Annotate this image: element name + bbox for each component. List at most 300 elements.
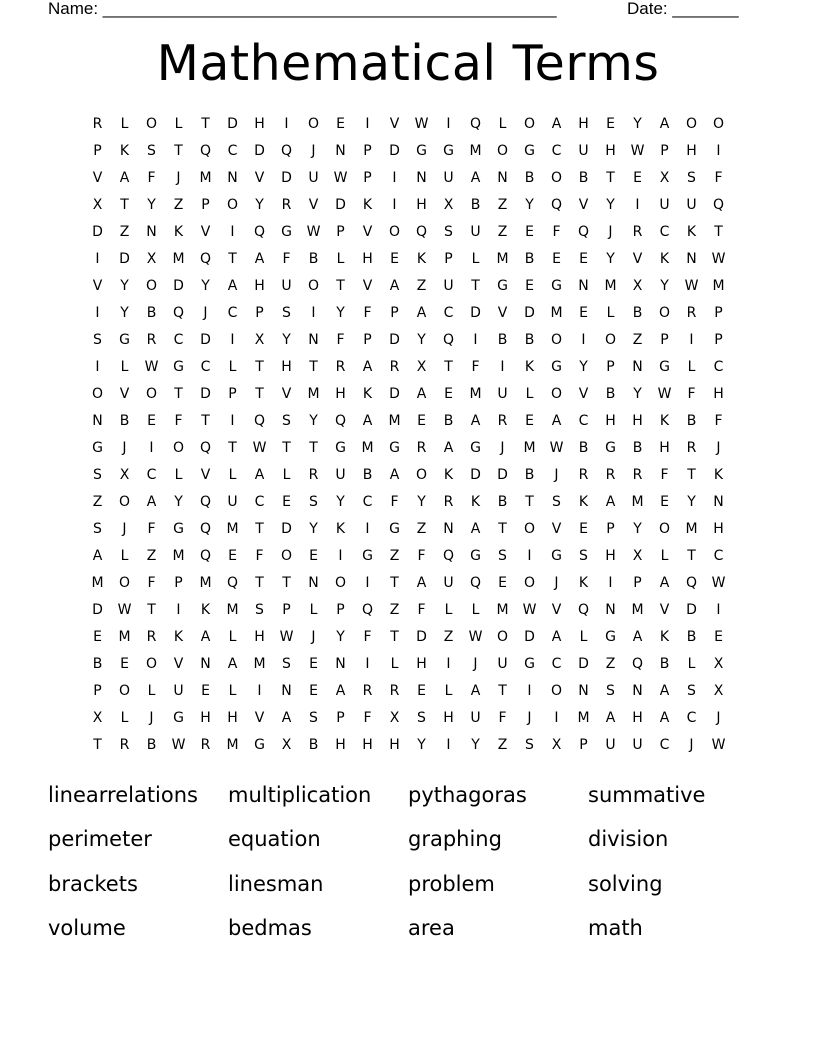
grid-letter: U (281, 278, 292, 294)
grid-letter: W (711, 251, 726, 267)
grid-letter: D (254, 143, 265, 159)
word-list-item: division (588, 827, 669, 852)
grid-letter: I (95, 251, 100, 267)
grid-letter: C (173, 332, 184, 348)
grid-letter: E (147, 413, 156, 429)
grid-letter: Q (469, 575, 482, 591)
grid-letter: X (713, 683, 724, 699)
grid-letter: D (281, 170, 292, 186)
grid-letter: E (417, 413, 426, 429)
grid-letter: S (147, 143, 156, 159)
grid-letter: Q (631, 656, 644, 672)
grid-letter: J (608, 224, 613, 240)
grid-letter: R (686, 440, 697, 456)
grid-letter: F (363, 629, 372, 645)
grid-letter: G (173, 359, 184, 375)
grid-letter: I (176, 602, 181, 618)
grid-letter: X (713, 656, 724, 672)
grid-letter: U (443, 575, 454, 591)
grid-letter: P (714, 332, 723, 348)
grid-letter: N (146, 224, 157, 240)
grid-letter: E (498, 575, 507, 591)
grid-letter: J (689, 737, 694, 753)
grid-letter: H (254, 629, 265, 645)
grid-letter: N (443, 521, 454, 537)
grid-letter: M (361, 440, 374, 456)
grid-letter: G (551, 548, 562, 564)
grid-letter: K (362, 197, 373, 213)
grid-letter: A (227, 278, 238, 294)
grid-letter: O (685, 116, 698, 132)
word-list-item: linearrelations (48, 783, 198, 807)
grid-letter: H (362, 737, 373, 753)
grid-letter: Q (577, 602, 590, 618)
grid-letter: E (579, 251, 588, 267)
grid-letter: L (471, 251, 480, 267)
grid-letter: N (578, 278, 589, 294)
grid-letter: K (200, 602, 211, 618)
grid-letter: D (92, 602, 103, 618)
grid-letter: A (551, 629, 562, 645)
grid-letter: R (92, 116, 103, 132)
grid-letter: M (469, 143, 482, 159)
grid-letter: T (606, 170, 615, 186)
grid-letter: J (500, 440, 505, 456)
grid-letter: J (311, 143, 316, 159)
grid-letter: J (527, 710, 532, 726)
grid-letter: Z (416, 278, 427, 294)
grid-letter: L (606, 305, 615, 321)
grid-letter: G (389, 440, 400, 456)
grid-letter: L (498, 116, 507, 132)
grid-letter: V (173, 656, 184, 672)
grid-letter: N (632, 683, 643, 699)
grid-letter: O (496, 143, 509, 159)
grid-letter: W (252, 440, 267, 456)
grid-letter: I (392, 170, 397, 186)
grid-letter: Z (497, 737, 508, 753)
grid-letter: D (470, 467, 481, 483)
grid-letter: N (497, 170, 508, 186)
grid-letter: E (525, 413, 534, 429)
grid-letter: T (93, 737, 102, 753)
grid-letter: V (92, 170, 103, 186)
grid-letter: H (443, 710, 454, 726)
grid-letter: N (281, 683, 292, 699)
grid-letter: F (417, 548, 426, 564)
grid-letter: Y (417, 332, 426, 348)
grid-letter: K (362, 386, 373, 402)
grid-letter: M (172, 548, 185, 564)
grid-letter: H (416, 656, 427, 672)
grid-letter: A (389, 278, 400, 294)
grid-letter: F (174, 413, 183, 429)
word-list-item: bedmas (228, 915, 312, 940)
grid-letter: T (390, 629, 399, 645)
grid-letter: M (523, 440, 536, 456)
grid-letter: O (334, 575, 347, 591)
grid-letter: F (417, 602, 426, 618)
grid-letter: T (714, 224, 723, 240)
word-list-item: problem (408, 871, 495, 896)
grid-letter: O (415, 467, 428, 483)
grid-letter: C (713, 548, 724, 564)
grid-letter: E (606, 116, 615, 132)
grid-letter: C (227, 143, 238, 159)
grid-letter: P (606, 359, 615, 375)
word-list-item: pythagoras (408, 783, 527, 807)
grid-letter: U (443, 170, 454, 186)
grid-letter: B (362, 467, 373, 483)
grid-letter: S (417, 710, 426, 726)
grid-letter: L (282, 467, 291, 483)
grid-letter: W (630, 143, 645, 159)
grid-letter: E (228, 548, 237, 564)
grid-letter: X (92, 197, 103, 213)
grid-letter: M (91, 575, 104, 591)
grid-letter: U (308, 170, 319, 186)
grid-letter: L (687, 359, 696, 375)
grid-letter: Q (442, 332, 455, 348)
grid-letter: T (174, 386, 183, 402)
grid-letter: N (713, 494, 724, 510)
grid-letter: O (658, 305, 671, 321)
grid-letter: M (577, 710, 590, 726)
grid-letter: A (92, 548, 103, 564)
grid-letter: E (120, 656, 129, 672)
grid-letter: X (254, 332, 265, 348)
grid-letter: X (119, 467, 130, 483)
grid-letter: D (173, 278, 184, 294)
grid-letter: G (443, 143, 454, 159)
grid-letter: P (579, 737, 588, 753)
grid-letter: Y (336, 629, 345, 645)
grid-letter: A (119, 170, 130, 186)
grid-letter: T (228, 251, 237, 267)
grid-letter: L (471, 602, 480, 618)
grid-letter: O (388, 224, 401, 240)
grid-letter: V (119, 386, 130, 402)
grid-letter: X (281, 737, 292, 753)
grid-letter: M (307, 386, 320, 402)
grid-letter: S (93, 332, 102, 348)
grid-letter: R (146, 629, 157, 645)
grid-letter: Y (174, 494, 183, 510)
grid-letter: O (145, 386, 158, 402)
grid-letter: F (255, 548, 264, 564)
grid-letter: I (365, 575, 370, 591)
grid-letter: K (335, 521, 346, 537)
grid-letter: S (525, 737, 534, 753)
grid-letter: O (604, 332, 617, 348)
grid-letter: N (308, 332, 319, 348)
grid-letter: G (362, 548, 373, 564)
grid-letter: B (497, 494, 508, 510)
grid-letter: D (119, 251, 130, 267)
grid-letter: E (579, 305, 588, 321)
grid-letter: P (228, 386, 237, 402)
grid-letter: Q (253, 413, 266, 429)
grid-letter: U (497, 386, 508, 402)
grid-letter: H (227, 710, 238, 726)
grid-letter: V (200, 224, 211, 240)
grid-letter: K (659, 629, 670, 645)
grid-letter: Q (415, 224, 428, 240)
grid-letter: U (227, 494, 238, 510)
word-list-item: brackets (48, 871, 138, 896)
grid-letter: O (118, 575, 131, 591)
grid-letter: D (497, 467, 508, 483)
grid-letter: I (338, 548, 343, 564)
grid-letter: Q (577, 224, 590, 240)
grid-letter: O (523, 521, 536, 537)
grid-letter: F (714, 170, 723, 186)
grid-letter: E (525, 224, 534, 240)
grid-letter: G (659, 359, 670, 375)
date-field-label: Date: _______ (627, 0, 739, 18)
grid-letter: G (254, 737, 265, 753)
grid-letter: T (255, 359, 264, 375)
grid-letter: O (658, 521, 671, 537)
grid-letter: V (497, 305, 508, 321)
grid-letter: V (362, 224, 373, 240)
grid-letter: E (525, 278, 534, 294)
grid-letter: M (226, 521, 239, 537)
grid-letter: H (632, 413, 643, 429)
grid-letter: M (496, 602, 509, 618)
grid-letter: M (172, 251, 185, 267)
grid-letter: P (363, 143, 372, 159)
grid-letter: Z (632, 332, 643, 348)
grid-letter: B (497, 332, 508, 348)
grid-letter: W (711, 737, 726, 753)
grid-letter: J (203, 305, 208, 321)
word-list (48, 780, 768, 957)
grid-letter: S (498, 548, 507, 564)
grid-letter: E (444, 386, 453, 402)
grid-letter: I (230, 224, 235, 240)
grid-letter: X (632, 548, 643, 564)
grid-letter: O (280, 548, 293, 564)
grid-letter: G (470, 440, 481, 456)
grid-letter: S (93, 521, 102, 537)
grid-letter: T (444, 359, 453, 375)
grid-letter: K (659, 413, 670, 429)
grid-letter: X (416, 359, 427, 375)
grid-letter: M (631, 602, 644, 618)
grid-letter: J (122, 521, 127, 537)
grid-letter: V (281, 386, 292, 402)
grid-letter: S (309, 494, 318, 510)
grid-letter: V (551, 521, 562, 537)
grid-letter: O (145, 278, 158, 294)
grid-letter: Q (469, 116, 482, 132)
grid-letter: L (120, 116, 129, 132)
grid-letter: L (174, 116, 183, 132)
grid-letter: R (416, 440, 427, 456)
grid-letter: P (201, 197, 210, 213)
grid-letter: X (659, 170, 670, 186)
grid-letter: R (686, 305, 697, 321)
grid-letter: I (230, 332, 235, 348)
grid-letter: I (392, 197, 397, 213)
grid-letter: S (687, 170, 696, 186)
grid-letter: N (416, 170, 427, 186)
grid-letter: Y (525, 197, 534, 213)
grid-letter: Q (226, 575, 239, 591)
grid-letter: E (93, 629, 102, 645)
grid-letter: M (469, 386, 482, 402)
grid-letter: O (523, 116, 536, 132)
grid-letter: M (550, 305, 563, 321)
grid-letter: C (227, 305, 238, 321)
grid-letter: Y (606, 197, 615, 213)
grid-letter: H (713, 521, 724, 537)
grid-letter: H (416, 197, 427, 213)
grid-letter: P (363, 170, 372, 186)
grid-letter: I (554, 710, 559, 726)
grid-letter: O (496, 629, 509, 645)
grid-letter: L (660, 548, 669, 564)
grid-letter: D (389, 332, 400, 348)
grid-letter: L (444, 602, 453, 618)
grid-letter: Q (280, 143, 293, 159)
grid-letter: T (687, 548, 696, 564)
grid-letter: H (254, 116, 265, 132)
grid-letter: G (470, 548, 481, 564)
header-line (48, 0, 748, 20)
grid-letter: Y (201, 278, 210, 294)
grid-letter: P (336, 602, 345, 618)
grid-letter: W (306, 224, 321, 240)
grid-letter: Q (199, 548, 212, 564)
grid-letter: N (335, 656, 346, 672)
grid-letter: B (578, 170, 589, 186)
grid-letter: B (92, 656, 103, 672)
grid-letter: I (365, 521, 370, 537)
grid-letter: B (443, 413, 454, 429)
grid-letter: D (200, 386, 211, 402)
grid-letter: S (309, 710, 318, 726)
grid-letter: S (444, 224, 453, 240)
grid-letter: Q (199, 494, 212, 510)
grid-letter: B (686, 413, 697, 429)
grid-letter: L (525, 386, 534, 402)
grid-letter: O (523, 575, 536, 591)
grid-letter: G (605, 629, 616, 645)
grid-letter: Q (334, 413, 347, 429)
grid-letter: R (497, 413, 508, 429)
grid-letter: M (199, 575, 212, 591)
grid-letter: C (713, 359, 724, 375)
grid-letter: L (228, 629, 237, 645)
grid-letter: Y (309, 521, 318, 537)
grid-letter: L (687, 656, 696, 672)
grid-letter: A (605, 494, 616, 510)
grid-letter: H (200, 710, 211, 726)
grid-letter: N (227, 170, 238, 186)
name-field-label: Name: ________________________________________________ (48, 0, 557, 18)
grid-letter: R (632, 224, 643, 240)
grid-letter: I (446, 116, 451, 132)
grid-letter: B (524, 251, 535, 267)
grid-letter: P (660, 332, 669, 348)
grid-letter: P (390, 305, 399, 321)
grid-letter: G (551, 359, 562, 375)
grid-letter: W (657, 386, 672, 402)
grid-letter: Y (417, 494, 426, 510)
grid-letter: A (551, 116, 562, 132)
grid-letter: B (119, 413, 130, 429)
grid-letter: I (527, 683, 532, 699)
grid-letter: L (120, 548, 129, 564)
grid-letter: T (255, 575, 264, 591)
grid-letter: D (92, 224, 103, 240)
grid-letter: F (336, 332, 345, 348)
grid-letter: B (146, 305, 157, 321)
grid-letter: Z (497, 224, 508, 240)
grid-letter: W (333, 170, 348, 186)
grid-letter: A (470, 413, 481, 429)
grid-letter: S (255, 602, 264, 618)
grid-letter: C (551, 143, 562, 159)
grid-letter: T (120, 197, 129, 213)
grid-letter: Z (146, 548, 157, 564)
grid-letter: F (390, 494, 399, 510)
grid-letter: B (632, 305, 643, 321)
grid-letter: Z (173, 197, 184, 213)
grid-letter: V (659, 602, 670, 618)
grid-letter: C (443, 305, 454, 321)
word-list-item: area (408, 915, 455, 940)
grid-letter: P (336, 710, 345, 726)
grid-letter: A (416, 386, 427, 402)
grid-letter: A (146, 494, 157, 510)
grid-letter: B (524, 170, 535, 186)
grid-letter: H (389, 737, 400, 753)
grid-letter: L (579, 629, 588, 645)
grid-letter: Y (120, 305, 129, 321)
grid-letter: F (147, 170, 156, 186)
grid-letter: M (199, 170, 212, 186)
grid-letter: K (173, 629, 184, 645)
grid-letter: M (253, 656, 266, 672)
grid-letter: Q (361, 602, 374, 618)
grid-letter: K (173, 224, 184, 240)
word-list-item: perimeter (48, 827, 152, 852)
grid-letter: T (228, 440, 237, 456)
grid-letter: R (389, 683, 400, 699)
word-list-item: equation (228, 827, 321, 852)
grid-letter: I (284, 116, 289, 132)
grid-letter: F (363, 305, 372, 321)
grid-letter: U (497, 656, 508, 672)
grid-letter: E (714, 629, 723, 645)
grid-letter: P (93, 143, 102, 159)
grid-letter: H (578, 116, 589, 132)
word-list-item: volume (48, 915, 126, 940)
grid-letter: U (605, 737, 616, 753)
grid-letter: R (362, 683, 373, 699)
grid-letter: W (117, 602, 132, 618)
grid-letter: Y (282, 332, 291, 348)
grid-letter: O (118, 683, 131, 699)
grid-letter: C (200, 359, 211, 375)
grid-letter: T (336, 278, 345, 294)
grid-letter: J (554, 575, 559, 591)
grid-letter: N (686, 251, 697, 267)
grid-letter: K (416, 251, 427, 267)
